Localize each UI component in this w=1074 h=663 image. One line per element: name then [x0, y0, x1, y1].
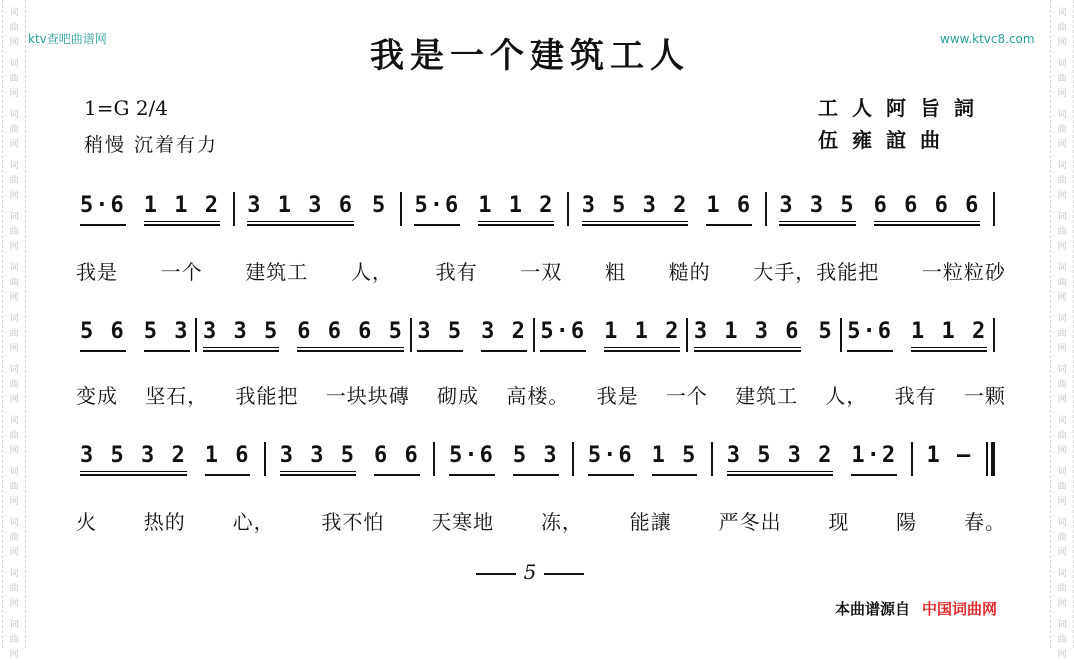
note-group: 1 6 [706, 193, 752, 226]
note-group: 5·6 [449, 443, 495, 476]
source-label: 本曲谱源自 [835, 600, 911, 618]
bar-line [410, 318, 412, 352]
watermark-char: 网 [9, 650, 19, 660]
watermark-char: 网 [9, 242, 19, 252]
lyric-word: 人， [350, 260, 393, 284]
watermark-group [9, 312, 18, 357]
watermark-group [1057, 312, 1066, 357]
watermark-char: 词 [1057, 620, 1067, 630]
watermark-char: 网 [9, 191, 19, 201]
watermark-char: 网 [1057, 599, 1067, 609]
watermark-char: 曲 [9, 23, 19, 33]
watermark-char: 网 [9, 599, 19, 609]
watermark-char: 曲 [9, 329, 19, 339]
note-group: 5·6 [588, 443, 634, 476]
watermark-char: 词 [9, 365, 19, 375]
note-group: 6 6 6 5 [297, 319, 404, 352]
lyric-word: 我是 [596, 384, 639, 408]
watermark-group [1057, 516, 1066, 561]
note-group: 5 3 [513, 443, 559, 476]
watermark-char: 网 [9, 395, 19, 405]
lyric-word: 陽 [896, 510, 918, 534]
note-group: 1 1 2 [144, 193, 220, 226]
watermark-char: 网 [1057, 395, 1067, 405]
note-group: 1 — [926, 442, 973, 468]
site-watermark-left[interactable]: ktv查吧曲谱网 [28, 32, 107, 46]
lyric-word: 糙的 [668, 260, 711, 284]
watermark-char: 曲 [1057, 176, 1067, 186]
watermark-char: 网 [9, 293, 19, 303]
notation-row-3 [80, 442, 995, 476]
bar-line-thick [991, 442, 995, 476]
watermark-char: 词 [9, 416, 19, 426]
watermark-char: 词 [9, 569, 19, 579]
watermark-char: 曲 [9, 278, 19, 288]
bar-line [986, 442, 988, 476]
lyric-word: 建筑工 [245, 260, 309, 284]
watermark-char: 网 [1057, 140, 1067, 150]
lyric-word: 高楼。 [506, 384, 570, 408]
notation-row-2 [80, 318, 995, 352]
lyric-word: 坚石， [145, 384, 209, 408]
note-group: 5·6 [80, 193, 126, 226]
watermark-char: 词 [1057, 8, 1067, 18]
note-group: 5·6 [847, 319, 893, 352]
watermark-char: 网 [9, 140, 19, 150]
note-group: 3 3 5 [203, 319, 279, 352]
watermark-group [9, 516, 18, 561]
watermark-char: 词 [9, 314, 19, 324]
watermark-group [1057, 159, 1066, 204]
note-group: 1 1 2 [478, 193, 554, 226]
watermark-group [9, 414, 18, 459]
watermark-char: 曲 [9, 176, 19, 186]
watermark-char: 词 [9, 518, 19, 528]
lyrics-row-3 [76, 506, 1006, 535]
watermark-char: 网 [9, 497, 19, 507]
watermark-group [9, 465, 18, 510]
watermark-char: 网 [1057, 293, 1067, 303]
right-watermark-strip [1050, 0, 1074, 660]
watermark-char: 网 [1057, 191, 1067, 201]
watermark-char: 词 [1057, 212, 1067, 222]
watermark-char: 词 [1057, 110, 1067, 120]
page-dash [544, 573, 584, 575]
bar-line [840, 318, 842, 352]
left-watermark-strip [2, 0, 26, 660]
lyrics-row-2 [76, 380, 1006, 409]
bar-line [233, 192, 235, 226]
watermark-char: 曲 [1057, 125, 1067, 135]
watermark-group [1057, 618, 1066, 663]
lyric-word: 粗 [604, 260, 626, 284]
watermark-char: 网 [9, 89, 19, 99]
watermark-char: 词 [1057, 518, 1067, 528]
watermark-char: 词 [9, 620, 19, 630]
watermark-group [9, 57, 18, 102]
watermark-char: 曲 [1057, 533, 1067, 543]
note-group: 3 2 [481, 319, 527, 352]
note-group: 3 5 3 2 [582, 193, 689, 226]
watermark-group [1057, 261, 1066, 306]
lyric-word: 大手，我能把 [753, 260, 880, 284]
lyric-word: 人， [825, 384, 868, 408]
lyricist-credit: 工人阿旨詞 [818, 96, 988, 120]
watermark-char: 网 [1057, 446, 1067, 456]
lyrics-row-1 [76, 256, 1006, 285]
note-group: 3 3 5 [779, 193, 855, 226]
tempo-marking: 稍慢 沉着有力 [84, 134, 219, 156]
watermark-char: 曲 [1057, 329, 1067, 339]
watermark-char: 曲 [9, 380, 19, 390]
watermark-char: 曲 [9, 227, 19, 237]
lyric-word: 现 [828, 510, 850, 534]
watermark-group [9, 261, 18, 306]
bar-line [195, 318, 197, 352]
watermark-char: 曲 [1057, 431, 1067, 441]
watermark-group [1057, 57, 1066, 102]
note-group: 5 [371, 192, 388, 218]
watermark-group [9, 567, 18, 612]
bar-line [433, 442, 435, 476]
watermark-char: 词 [1057, 263, 1067, 273]
watermark-char: 词 [9, 110, 19, 120]
watermark-char: 网 [9, 344, 19, 354]
bar-line [711, 442, 713, 476]
watermark-char: 词 [9, 467, 19, 477]
watermark-group [9, 6, 18, 51]
bar-line [993, 192, 995, 226]
watermark-char: 网 [9, 548, 19, 558]
watermark-char: 词 [9, 161, 19, 171]
watermark-char: 网 [9, 446, 19, 456]
bar-line [993, 318, 995, 352]
lyric-word: 我有 [894, 384, 937, 408]
page-number-value: 5 [523, 560, 537, 584]
watermark-char: 曲 [9, 533, 19, 543]
site-watermark-right[interactable]: www.ktvc8.com [940, 32, 1035, 46]
bar-line [572, 442, 574, 476]
watermark-char: 曲 [1057, 635, 1067, 645]
watermark-group [1057, 210, 1066, 255]
lyric-word: 我有 [435, 260, 478, 284]
note-group: 5·6 [414, 193, 460, 226]
lyric-word: 我是 [76, 260, 118, 284]
song-title: 我是一个建筑工人 [370, 36, 690, 76]
watermark-char: 曲 [1057, 227, 1067, 237]
watermark-group [9, 363, 18, 408]
watermark-group [9, 210, 18, 255]
note-group: 1·2 [851, 443, 897, 476]
watermark-char: 词 [9, 8, 19, 18]
bar-line [567, 192, 569, 226]
watermark-group [9, 108, 18, 153]
lyric-word: 冻， [540, 510, 583, 534]
watermark-char: 曲 [1057, 584, 1067, 594]
lyric-word: 一个 [160, 260, 203, 284]
lyric-word: 变成 [76, 384, 118, 408]
note-group: 3 3 5 [280, 443, 356, 476]
note-group: 5 6 [80, 319, 126, 352]
lyric-word: 一粒粒砂 [921, 260, 1006, 284]
watermark-char: 曲 [1057, 74, 1067, 84]
lyric-word: 一块块磚 [325, 384, 410, 408]
watermark-group [9, 618, 18, 663]
note-group: 3 5 [417, 319, 463, 352]
lyric-word: 一个 [665, 384, 708, 408]
watermark-char: 曲 [1057, 482, 1067, 492]
watermark-group [1057, 6, 1066, 51]
note-group: 5 [818, 318, 834, 344]
bar-line [533, 318, 535, 352]
watermark-char: 曲 [9, 635, 19, 645]
lyric-word: 心， [232, 510, 275, 534]
watermark-char: 曲 [9, 125, 19, 135]
watermark-char: 网 [1057, 548, 1067, 558]
watermark-group [1057, 108, 1066, 153]
bar-line [911, 442, 913, 476]
watermark-char: 词 [1057, 365, 1067, 375]
watermark-char: 曲 [9, 584, 19, 594]
lyric-word: 热的 [143, 510, 186, 534]
final-barline [986, 442, 995, 476]
watermark-char: 曲 [9, 431, 19, 441]
note-group: 1 1 2 [911, 319, 987, 352]
watermark-char: 网 [1057, 650, 1067, 660]
note-group: 1 5 [652, 443, 698, 476]
note-group: 3 5 3 2 [727, 443, 834, 476]
lyric-word: 天寒地 [431, 510, 495, 534]
watermark-char: 网 [1057, 38, 1067, 48]
lyric-word: 春。 [963, 510, 1006, 534]
lyric-word: 一颗 [963, 384, 1006, 408]
page-dash [476, 573, 516, 575]
watermark-char: 词 [1057, 416, 1067, 426]
watermark-char: 网 [1057, 344, 1067, 354]
note-group: 1 6 [205, 443, 251, 476]
watermark-group [1057, 465, 1066, 510]
source-site-link[interactable]: 中国词曲网 [922, 600, 998, 618]
notation-row-1 [80, 192, 995, 226]
note-group: 3 1 3 6 [694, 319, 801, 352]
watermark-char: 词 [1057, 161, 1067, 171]
key-signature: 1=G 2/4 [84, 96, 169, 120]
note-group: 3 5 3 2 [80, 443, 187, 476]
note-group: 5·6 [540, 319, 586, 352]
composer-credit: 伍雍誼曲 [818, 128, 954, 152]
watermark-char: 曲 [1057, 380, 1067, 390]
source-attribution [835, 598, 997, 619]
page-number [455, 560, 605, 584]
watermark-char: 网 [1057, 497, 1067, 507]
note-group: 3 1 3 6 [247, 193, 354, 226]
bar-line [686, 318, 688, 352]
note-group: 5 3 [144, 319, 190, 352]
lyric-word: 火 [76, 510, 97, 534]
watermark-char: 词 [1057, 467, 1067, 477]
watermark-char: 词 [1057, 314, 1067, 324]
note-group: 6 6 [374, 443, 420, 476]
watermark-char: 曲 [9, 482, 19, 492]
watermark-char: 网 [9, 38, 19, 48]
lyric-word: 建筑工 [735, 384, 799, 408]
watermark-char: 词 [1057, 569, 1067, 579]
credits [818, 92, 998, 156]
watermark-group [9, 159, 18, 204]
lyric-word: 严冬出 [718, 510, 782, 534]
watermark-char: 词 [9, 59, 19, 69]
watermark-char: 词 [1057, 59, 1067, 69]
bar-line [400, 192, 402, 226]
watermark-char: 词 [9, 263, 19, 273]
bar-line [765, 192, 767, 226]
lyric-word: 我能把 [235, 384, 299, 408]
note-group: 6 6 6 6 [874, 193, 981, 226]
watermark-char: 曲 [1057, 23, 1067, 33]
note-group: 1 1 2 [604, 319, 680, 352]
lyric-word: 我不怕 [321, 510, 385, 534]
watermark-char: 词 [9, 212, 19, 222]
watermark-char: 曲 [1057, 278, 1067, 288]
watermark-char: 网 [1057, 89, 1067, 99]
watermark-group [1057, 567, 1066, 612]
bar-line [264, 442, 266, 476]
watermark-char: 曲 [9, 74, 19, 84]
lyric-word: 砌成 [437, 384, 480, 408]
watermark-group [1057, 363, 1066, 408]
watermark-group [1057, 414, 1066, 459]
lyric-word: 能讓 [629, 510, 672, 534]
watermark-char: 网 [1057, 242, 1067, 252]
lyric-word: 一双 [520, 260, 563, 284]
